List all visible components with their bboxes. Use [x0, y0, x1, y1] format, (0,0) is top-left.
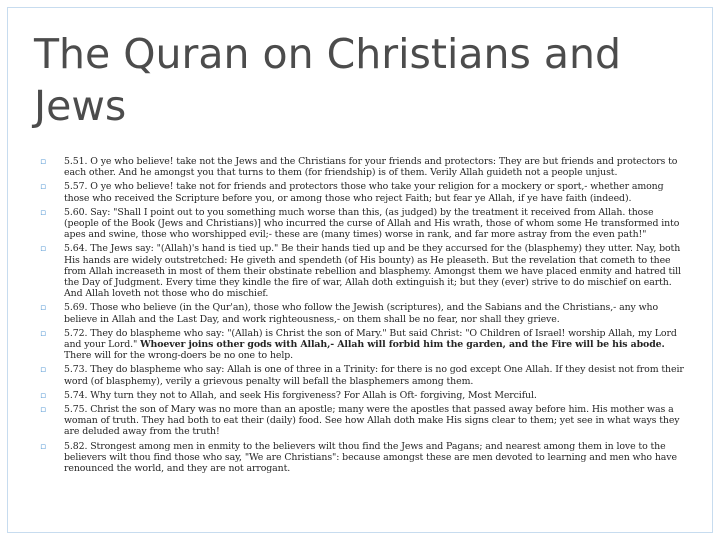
verse-text-end: There will for the wrong-doers be no one to help.	[64, 350, 294, 362]
list-item	[40, 364, 685, 386]
bullet-list	[40, 156, 685, 477]
list-item	[40, 390, 685, 401]
verse-text: 5.69. Those who believe (in the Qur'an), those who follow the Jewish (scriptures), and the Sabians and the Christians,- any who believe in Allah and the Last Day, and work righteousness,- on them shall be no fear, nor shall they grieve.	[64, 302, 658, 325]
verse-text: 5.73. They do blaspheme who say: Allah is one of three in a Trinity: for there is no god except One Allah. If they desist not from their word (of blasphemy), verily a grievous penalty will befall the blasphemers among them.	[64, 364, 684, 387]
verse-text: 5.60. Say: "Shall I point out to you something much worse than this, (as judged) by the treatment it received from Allah. those (people of the Book (Jews and Christians)] who incurred the curse of Allah and His wrath, those of whom some He transformed into apes and swine, those who worshipped evil;- these are (many times) worse in rank, and far more astray from the even path!"	[64, 206, 680, 241]
bullet-icon: ▫	[40, 390, 46, 401]
list-item	[40, 243, 685, 299]
bullet-icon: ▫	[40, 157, 46, 167]
bullet-icon: ▫	[40, 441, 46, 452]
bullet-icon: ▫	[40, 405, 46, 416]
verse-text: 5.75. Christ the son of Mary was no more than an apostle; many were the apostles that passed away before him. His mother was a woman of truth. They had both to eat their (daily) food. See how Allah doth make His signs clear to them; yet see in what ways they are deluded away from the truth!	[64, 404, 680, 438]
list-item	[40, 181, 685, 203]
verse-text: 5.51. O ye who believe! take not the Jews and the Christians for your friends and protectors: They are but friends and protectors to each other. And he amongst you that turns to them (for friendship) is of them. Verily Allah guideth not a people unjust.	[64, 156, 678, 179]
list-item	[40, 302, 685, 324]
bullet-icon: ▫	[40, 328, 46, 339]
verse-text: 5.82. Strongest among men in enmity to the believers wilt thou find the Jews and Pagans; and nearest among them in love to the believers wilt thou find those who say, "We are Christians": because amongst these are men devoted to learning and men who have renounced the world, and they are not arrogant.	[64, 440, 677, 475]
verse-text-start: 5.72. They do blaspheme who say: "(Allah) is Christ the son of Mary." But said Christ: "O Children of Israel! worship Allah, my Lord and your Lord."	[64, 327, 677, 351]
bullet-icon: ▫	[40, 207, 46, 218]
list-item	[40, 156, 685, 178]
verse-text: 5.57. O ye who believe! take not for friends and protectors those who take your religion for a mockery or sport,- whether among those who received the Scripture before you, or among those who reject Faith; but fear ye Allah, if ye have faith (indeed).	[64, 181, 664, 204]
slide-title: The Quran on Christians and Jews	[34, 30, 621, 130]
bullet-icon: ▫	[40, 244, 46, 255]
list-item	[40, 328, 685, 362]
list-item	[40, 404, 685, 438]
verse-text: 5.64. The Jews say: "(Allah)'s hand is tied up." Be their hands tied up and be they accursed for the (blasphemy) they utter. Nay, both His hands are widely outstretched: He giveth and spendeth (of His bounty) as He pleaseth. But the revelation that cometh to thee from Allah increaseth in most of them their obstinate rebellion and blasphemy. Amongst them we have placed enmity and hatred till the Day of Judgment. Every time they kindle the fire of war, Allah doth extinguish it; but they (ever) strive to do mischief on earth. And Allah loveth not those who do mischief.	[64, 243, 681, 300]
list-item	[40, 207, 685, 241]
bullet-icon: ▫	[40, 182, 46, 193]
bullet-icon: ▫	[40, 303, 46, 314]
verse-text: 5.74. Why turn they not to Allah, and seek His forgiveness? For Allah is Oft- forgiving, Most Merciful.	[64, 389, 537, 401]
list-item	[40, 441, 685, 475]
bullet-icon: ▫	[40, 365, 46, 376]
verse-text-emphasis: Whoever joins other gods with Allah,- Allah will forbid him the garden, and the Fire will be his abode.	[140, 339, 665, 351]
